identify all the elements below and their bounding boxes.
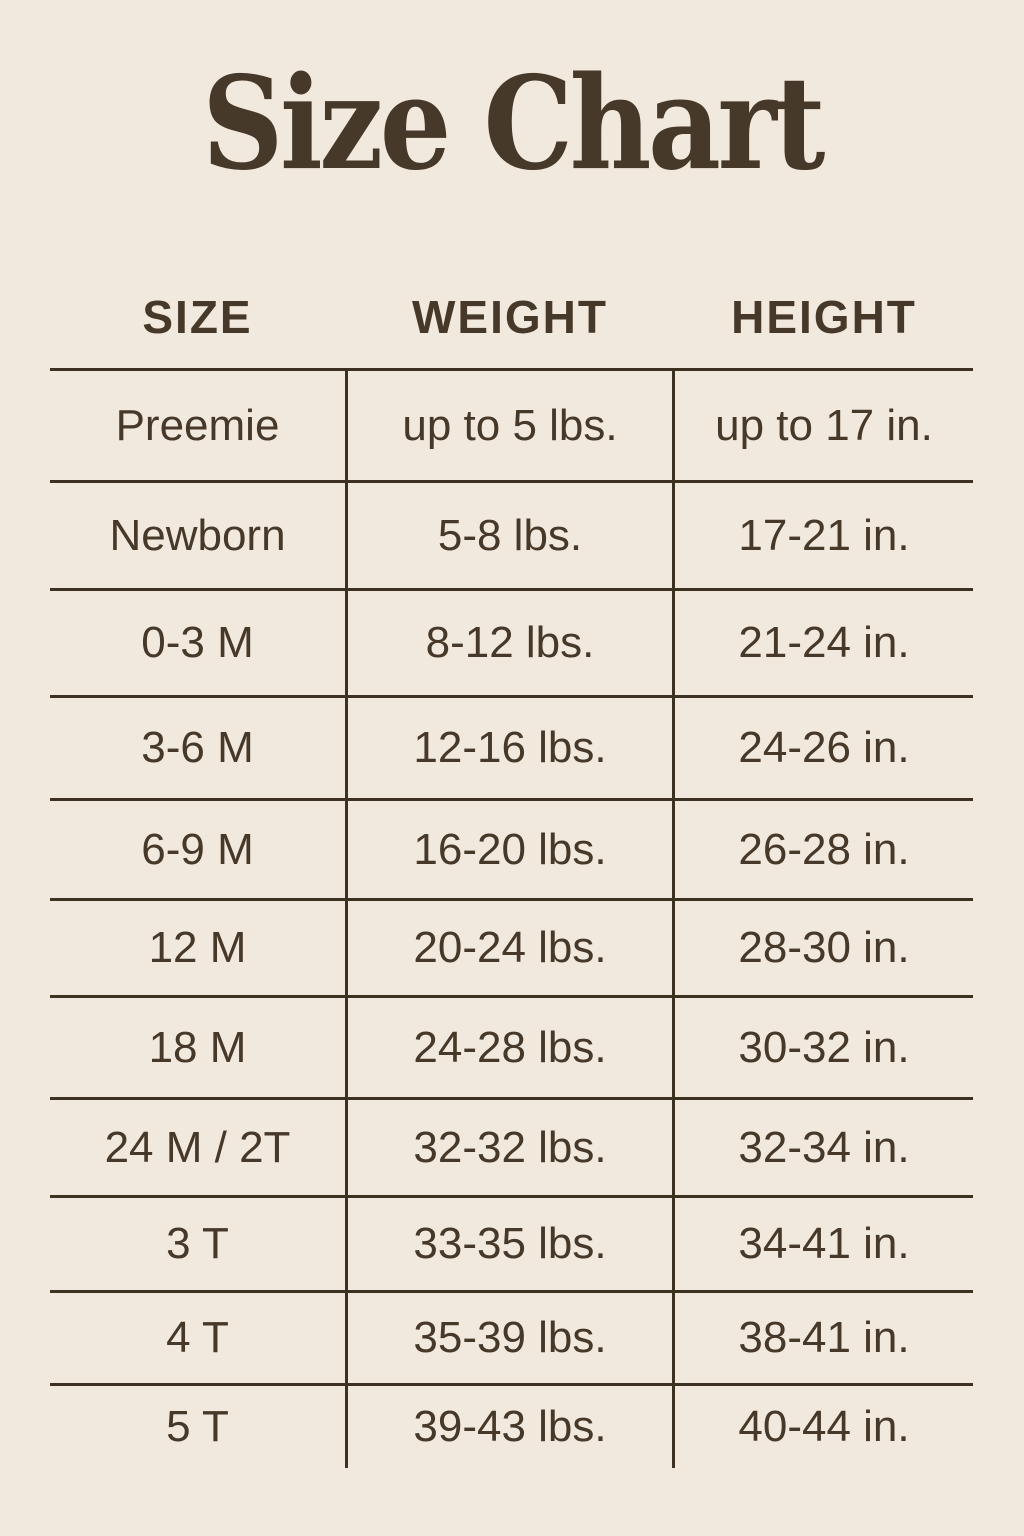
table-cell-row7-col1: 32-32 lbs. [345, 1097, 675, 1195]
table-cell-row5-col2: 28-30 in. [675, 898, 973, 995]
table-cell-row8-col0: 3 T [50, 1195, 345, 1290]
size-table [50, 368, 973, 1468]
table-cell-row4-col0: 6-9 M [50, 798, 345, 898]
table-cell-row10-col2: 40-44 in. [675, 1383, 973, 1468]
table-cell-row3-col1: 12-16 lbs. [345, 695, 675, 798]
table-cell-row4-col1: 16-20 lbs. [345, 798, 675, 898]
table-cell-row2-col2: 21-24 in. [675, 588, 973, 695]
table-cell-row9-col0: 4 T [50, 1290, 345, 1383]
table-cell-row9-col1: 35-39 lbs. [345, 1290, 675, 1383]
table-cell-row0-col2: up to 17 in. [675, 368, 973, 480]
table-header-row [50, 266, 973, 368]
table-cell-row2-col1: 8-12 lbs. [345, 588, 675, 695]
table-cell-row0-col1: up to 5 lbs. [345, 368, 675, 480]
table-cell-row0-col0: Preemie [50, 368, 345, 480]
table-cell-row10-col0: 5 T [50, 1383, 345, 1468]
table-cell-row3-col0: 3-6 M [50, 695, 345, 798]
table-cell-row7-col0: 24 M / 2T [50, 1097, 345, 1195]
column-header-weight: WEIGHT [412, 291, 608, 343]
table-cell-row8-col2: 34-41 in. [675, 1195, 973, 1290]
table-cell-row7-col2: 32-34 in. [675, 1097, 973, 1195]
page-title: Size Chart [202, 49, 822, 199]
table-cell-row5-col0: 12 M [50, 898, 345, 995]
table-cell-row6-col0: 18 M [50, 995, 345, 1097]
table-cell-row6-col1: 24-28 lbs. [345, 995, 675, 1097]
table-cell-row8-col1: 33-35 lbs. [345, 1195, 675, 1290]
table-cell-row1-col2: 17-21 in. [675, 480, 973, 588]
table-cell-row9-col2: 38-41 in. [675, 1290, 973, 1383]
column-header-height: HEIGHT [731, 291, 917, 343]
table-cell-row2-col0: 0-3 M [50, 588, 345, 695]
table-cell-row1-col1: 5-8 lbs. [345, 480, 675, 588]
table-cell-row10-col1: 39-43 lbs. [345, 1383, 675, 1468]
table-cell-row3-col2: 24-26 in. [675, 695, 973, 798]
table-cell-row4-col2: 26-28 in. [675, 798, 973, 898]
table-cell-row5-col1: 20-24 lbs. [345, 898, 675, 995]
table-cell-row6-col2: 30-32 in. [675, 995, 973, 1097]
table-cell-row1-col0: Newborn [50, 480, 345, 588]
column-header-size: SIZE [142, 291, 253, 343]
